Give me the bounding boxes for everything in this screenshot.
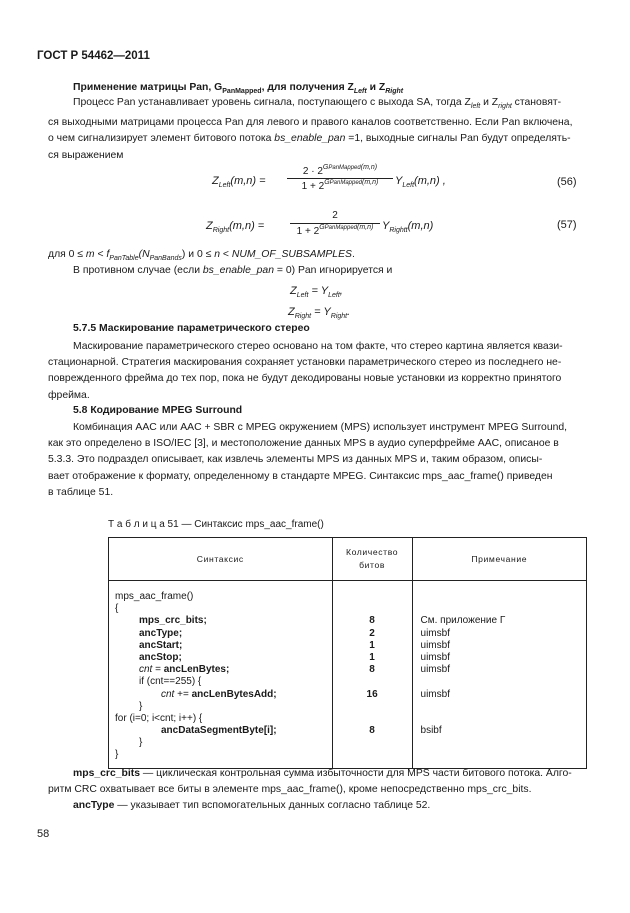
table-row-bits	[333, 701, 412, 713]
definition-term-anctype: ancType	[73, 800, 115, 812]
section-heading-575: 5.7.5 Маскирование параметрического стерео	[73, 323, 310, 334]
equation-number-56: (56)	[557, 176, 577, 188]
table-row-syntax: cnt += ancLenBytesAdd;	[161, 688, 277, 700]
document-header: ГОСТ Р 54462—2011	[37, 50, 150, 62]
table-row-syntax: }	[115, 749, 119, 761]
table-row-bits: 8	[369, 615, 375, 627]
table-row-syntax: for (i=0; i<cnt; i++) {	[115, 712, 203, 724]
table-row-note: bsibf	[420, 725, 442, 737]
table-row-note	[421, 713, 586, 725]
paragraph-pan: Процесс Pan устанавливает уровень сигнала, поступающего с выхода SA, тогда $Z_{left}$ и $Z_{right}$ становят- ся выходными матрицами процесса Pan для левого и правого каналов соответственно. Если Pan включена, о чем сигнализирует элемент битового потока bs_enable_pan =1, выходные сигналы Pan будут определять- ся выражением	[48, 97, 573, 161]
table-row-note: uimsbf	[420, 651, 450, 663]
table-header-syntax: Синтаксис	[109, 538, 333, 581]
table-row-syntax: ancStop;	[139, 651, 182, 663]
table-row-bits: 8	[369, 664, 375, 676]
table-row-syntax: if (cnt==255) {	[139, 676, 202, 688]
table-row-syntax: }	[139, 737, 143, 749]
note-column	[412, 581, 586, 769]
table-row-note: См. приложение Г	[420, 615, 506, 627]
syntax-table	[108, 537, 587, 769]
table-row-bits: 16	[366, 688, 378, 700]
table-row-bits	[333, 591, 412, 603]
table-row-syntax: mps_aac_frame()	[115, 591, 194, 602]
definitions: mps_crc_bits — циклическая контрольная сумма избыточности для MPS части битового потока. Алго- ритм CRC охватывает все биты в элементе mps_aac_frame(), кроме непосредственно mps_crc_bits. ancType — указывает тип вспомогательных данных согласно таблице 52.	[48, 768, 572, 812]
table-row-syntax: ancDataSegmentByte[i];	[161, 725, 277, 737]
table-row-note: uimsbf	[420, 688, 450, 700]
table-row-bits	[333, 676, 412, 688]
table-row-syntax: ancType;	[139, 627, 183, 639]
table-row-note	[421, 737, 586, 749]
paragraph-575: Маскирование параметрического стерео основано на том факте, что стерео картина является квази- стационарной. Стратегия маскирования сохраняет установки параметрического стерео из последнего не- поврежденного фрейма до тех пор, пока не будут декодированы новые установки из корректно принятого фрейма.	[48, 341, 563, 401]
else-line: В противном случае (если bs_enable_pan = 0) Pan игнорируется и	[73, 265, 393, 276]
equation-zright: $Z_{Right} = Y_{Right}$.	[288, 306, 351, 320]
table-row-syntax: {	[115, 603, 119, 615]
table-row-bits: 1	[369, 639, 375, 651]
equation-zleft: $Z_{Left} = Y_{Left}$,	[290, 285, 343, 299]
equation-number-57: (57)	[557, 219, 577, 231]
section-heading-58: 5.8 Кодирование MPEG Surround	[73, 405, 243, 416]
table-row-bits	[333, 737, 412, 749]
table-header-note: Примечание	[412, 538, 586, 581]
condition-line: для $0 \le m < f_{PanTable}(N_{PanBands})$ и 0 ≤ n < NUM_OF_SUBSAMPLES.	[48, 249, 355, 262]
table-row-syntax: ancStart;	[139, 639, 183, 651]
table-row-bits: 1	[369, 651, 375, 663]
syntax-column	[109, 581, 333, 769]
table-row-note	[421, 676, 586, 688]
table-row-syntax: cnt = ancLenBytes;	[139, 664, 230, 676]
table-row-note: uimsbf	[420, 639, 450, 651]
table-row-bits	[333, 713, 412, 725]
definition-term-crc: mps_crc_bits	[73, 768, 140, 779]
table-row-note	[421, 591, 586, 603]
table-row-note: uimsbf	[420, 627, 450, 639]
table-row-note	[421, 603, 586, 615]
table-row-bits	[333, 603, 412, 615]
table-header-bits: Количество битов	[332, 538, 412, 581]
table-row-note: uimsbf	[420, 664, 450, 676]
table-row-note	[421, 701, 586, 713]
paragraph-58: Комбинация AAC или AAC + SBR с MPEG окружением (MPS) использует инструмент MPEG Surround, как это определено в ISO/IEC [3], и местоположение данных MPS в аудио суперфрейме AAC, описаное в 5.3.3. Это подраздел описывает, как извлечь элементы MPS из данных MPS и, таким образом, описы- вает отображение к формату, определенному в стандарте MPEG. Синтаксис mps_aac_frame() приведен в таблице 51.	[48, 422, 568, 498]
page-number: 58	[37, 828, 50, 840]
table-row-syntax: mps_crc_bits;	[139, 615, 207, 627]
equation-57: $Z_{Right}(m,n)$ = 2 $1 + 2^{GPanMapped(m,n)}$ $Y_{Rightt}(m,n)$	[206, 210, 434, 237]
table-row-bits	[333, 749, 412, 761]
table-row-note	[421, 749, 586, 761]
table-row-bits: 8	[369, 725, 375, 737]
equation-56: $Z_{Left}(m,n)$ = $2 \cdot 2^{GPanMapped(m,n)}$ $1 + 2^{GPanMapped(m,n)}$ $Y_{Left}(m,n)$ ,	[212, 164, 446, 192]
table-row-syntax: }	[139, 700, 143, 712]
table-caption: Т а б л и ц а 51 — Синтаксис mps_aac_frame()	[108, 519, 324, 530]
table-row-bits: 2	[369, 627, 375, 639]
section-heading-pan: Применение матрицы Pan, $G_{PanMapped}$, для получения $Z_{Left}$ и $Z_{Right}$	[73, 82, 404, 95]
bits-column	[332, 581, 412, 769]
